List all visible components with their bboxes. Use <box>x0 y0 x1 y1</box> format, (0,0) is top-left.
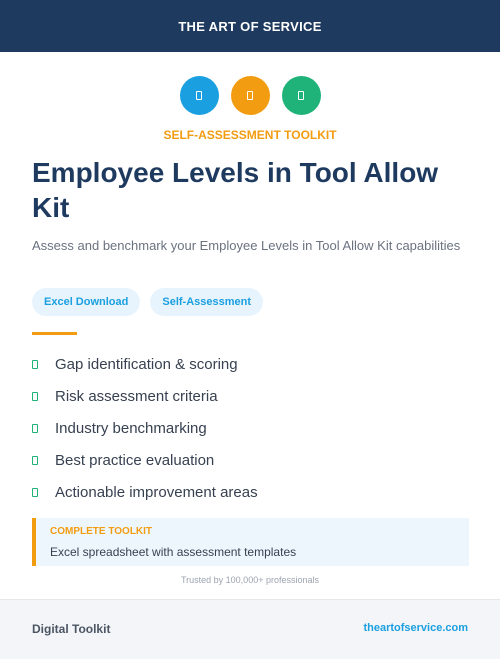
page-title: Employee Levels in Tool Allow Kit <box>32 157 439 223</box>
check-icon <box>32 456 38 465</box>
document-icon <box>231 76 270 115</box>
document-icon <box>180 76 219 115</box>
tag-self-assessment: Self-Assessment <box>150 288 263 316</box>
kicker-label: SELF-ASSESSMENT TOOLKIT <box>163 128 337 142</box>
feature-item <box>32 476 472 508</box>
feature-label: Actionable improvement areas <box>55 483 258 501</box>
header-bar <box>0 0 500 52</box>
website-link[interactable]: theartofservice.com <box>363 622 468 634</box>
feature-label: Industry benchmarking <box>55 419 207 437</box>
toolkit-callout <box>32 518 469 566</box>
document-icon <box>282 76 321 115</box>
check-icon <box>32 488 38 497</box>
check-icon <box>32 360 38 369</box>
callout-title: COMPLETE TOOLKIT <box>50 526 153 537</box>
callout-description: Excel spreadsheet with assessment templates <box>50 545 297 559</box>
footer-label: Digital Toolkit <box>32 622 111 636</box>
tag-list <box>32 288 263 316</box>
icon-row <box>0 76 500 115</box>
check-icon <box>32 392 38 401</box>
brand-name: THE ART OF SERVICE <box>178 18 322 34</box>
feature-label: Best practice evaluation <box>55 451 215 469</box>
subtitle: Assess and benchmark your Employee Levels in Tool Allow Kit capabilities <box>32 238 461 253</box>
feature-label: Risk assessment criteria <box>55 387 218 405</box>
feature-item <box>32 444 472 476</box>
feature-item <box>32 380 472 412</box>
feature-item <box>32 348 472 380</box>
check-icon <box>32 424 38 433</box>
trust-note: Trusted by 100,000+ professionals <box>180 575 319 585</box>
feature-list <box>32 348 472 508</box>
feature-item <box>32 412 472 444</box>
accent-divider <box>32 332 77 335</box>
footer-bar <box>0 599 500 659</box>
tag-excel-download: Excel Download <box>32 288 140 316</box>
feature-label: Gap identification & scoring <box>55 355 238 373</box>
